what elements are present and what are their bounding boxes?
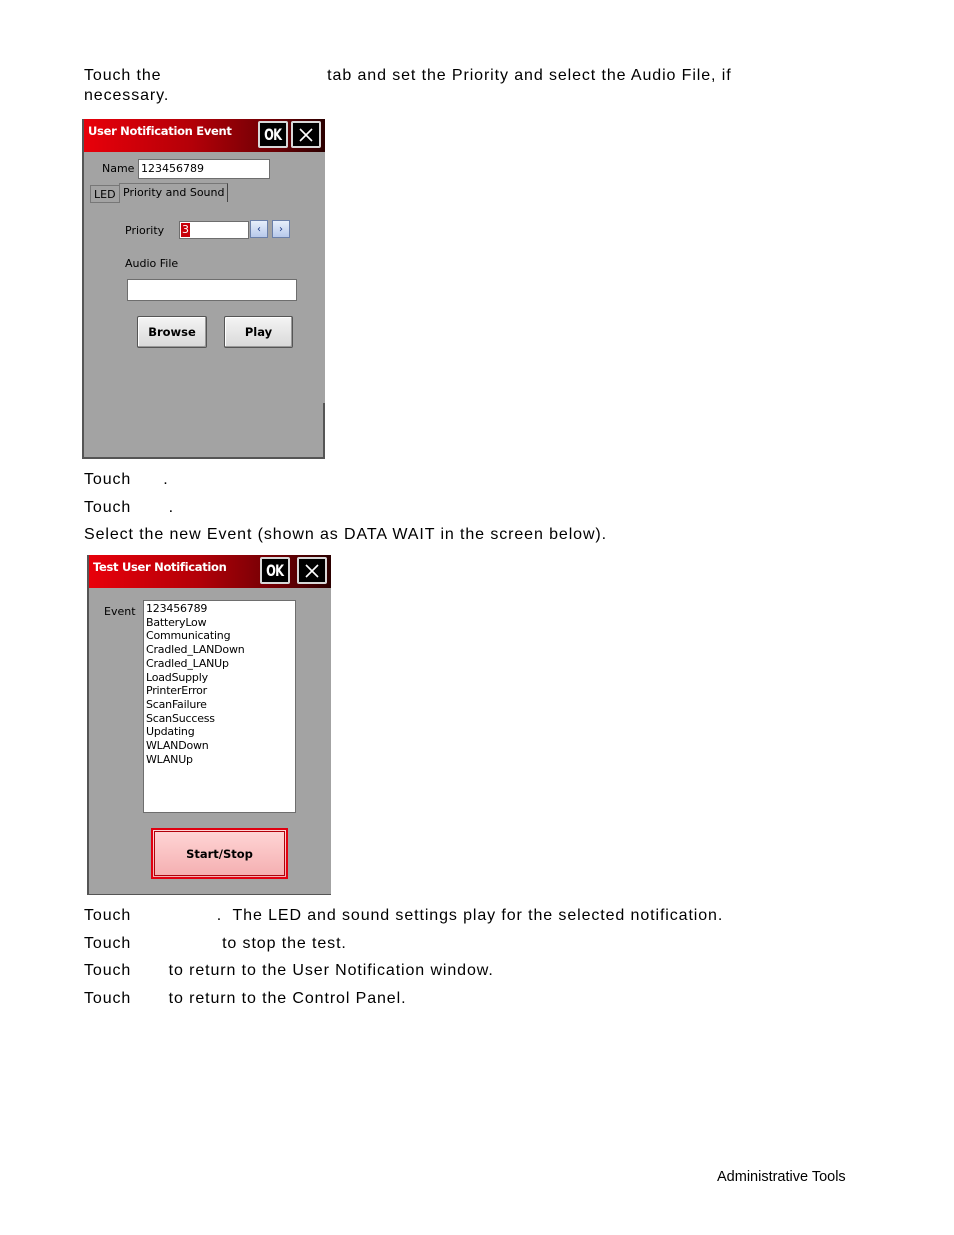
list-item[interactable]: PrinterError [146, 684, 208, 698]
tab-priority-and-sound[interactable]: Priority and Sound [119, 183, 228, 202]
user-notification-event-dialog [82, 119, 325, 459]
list-item[interactable]: WLANUp [146, 752, 193, 766]
close-icon [304, 563, 320, 579]
browse-button[interactable]: Browse [137, 316, 207, 348]
ok-button[interactable] [258, 121, 288, 148]
title-bar [84, 119, 325, 152]
close-button[interactable] [291, 121, 321, 148]
instruction-line-4: Touch . [84, 499, 174, 516]
dialog-edge [84, 457, 325, 459]
list-item[interactable]: Cradled_LANUp [146, 656, 229, 670]
name-field[interactable]: 123456789 [138, 159, 270, 179]
list-item[interactable]: WLANDown [146, 739, 209, 753]
title-bar [89, 555, 331, 588]
play-button[interactable]: Play [224, 316, 293, 348]
list-item[interactable]: ScanSuccess [146, 711, 215, 725]
audio-file-field[interactable] [127, 279, 297, 301]
list-item[interactable]: Updating [146, 725, 195, 739]
dialog-edge [89, 894, 331, 895]
dialog-edge [323, 403, 325, 459]
priority-value: 3 [182, 223, 189, 236]
event-label: Event [104, 605, 136, 618]
list-item[interactable]: BatteryLow [146, 615, 207, 629]
start-stop-button[interactable]: Start/Stop [151, 828, 288, 879]
ok-button[interactable] [260, 557, 290, 584]
list-item[interactable]: Cradled_LANDown [146, 643, 245, 657]
event-listbox[interactable] [143, 600, 296, 813]
list-item[interactable]: 123456789 [146, 602, 208, 615]
instruction-line-7: Touch to stop the test. [84, 935, 347, 952]
instruction-line-3: Touch . [84, 471, 169, 488]
instruction-line-8: Touch to return to the User Notification window. [84, 962, 494, 979]
instruction-line-5: Select the new Event (shown as DATA WAIT in the screen below). [84, 526, 607, 543]
instruction-line-9: Touch to return to the Control Panel. [84, 990, 407, 1007]
list-item[interactable]: LoadSupply [146, 670, 208, 684]
priority-decrease-button[interactable] [250, 220, 268, 238]
instruction-line-1: Touch the tab and set the Priority and select the Audio File, if [84, 67, 732, 84]
audio-file-label: Audio File [125, 257, 179, 270]
dialog-title: User Notification Event [88, 124, 232, 138]
instruction-line-2: necessary. [84, 87, 170, 104]
close-button[interactable] [297, 557, 327, 584]
ok-label: OK [266, 561, 284, 580]
tab-divider [90, 202, 120, 203]
priority-field[interactable] [179, 221, 249, 239]
chevron-right-icon: › [279, 223, 283, 235]
close-icon [298, 127, 314, 143]
tab-led[interactable]: LED [90, 185, 120, 202]
priority-increase-button[interactable] [272, 220, 290, 238]
ok-label: OK [264, 125, 282, 144]
dialog-title: Test User Notification [93, 560, 227, 574]
page-footer: Administrative Tools [717, 1169, 846, 1185]
chevron-left-icon: ‹ [257, 223, 261, 235]
test-user-notification-dialog [87, 555, 331, 895]
list-item[interactable]: ScanFailure [146, 697, 207, 711]
name-label: Name [102, 162, 135, 175]
list-item[interactable]: Communicating [146, 629, 231, 643]
instruction-line-6: Touch . The LED and sound settings play for the selected notification. [84, 907, 724, 924]
priority-label: Priority [125, 224, 165, 237]
